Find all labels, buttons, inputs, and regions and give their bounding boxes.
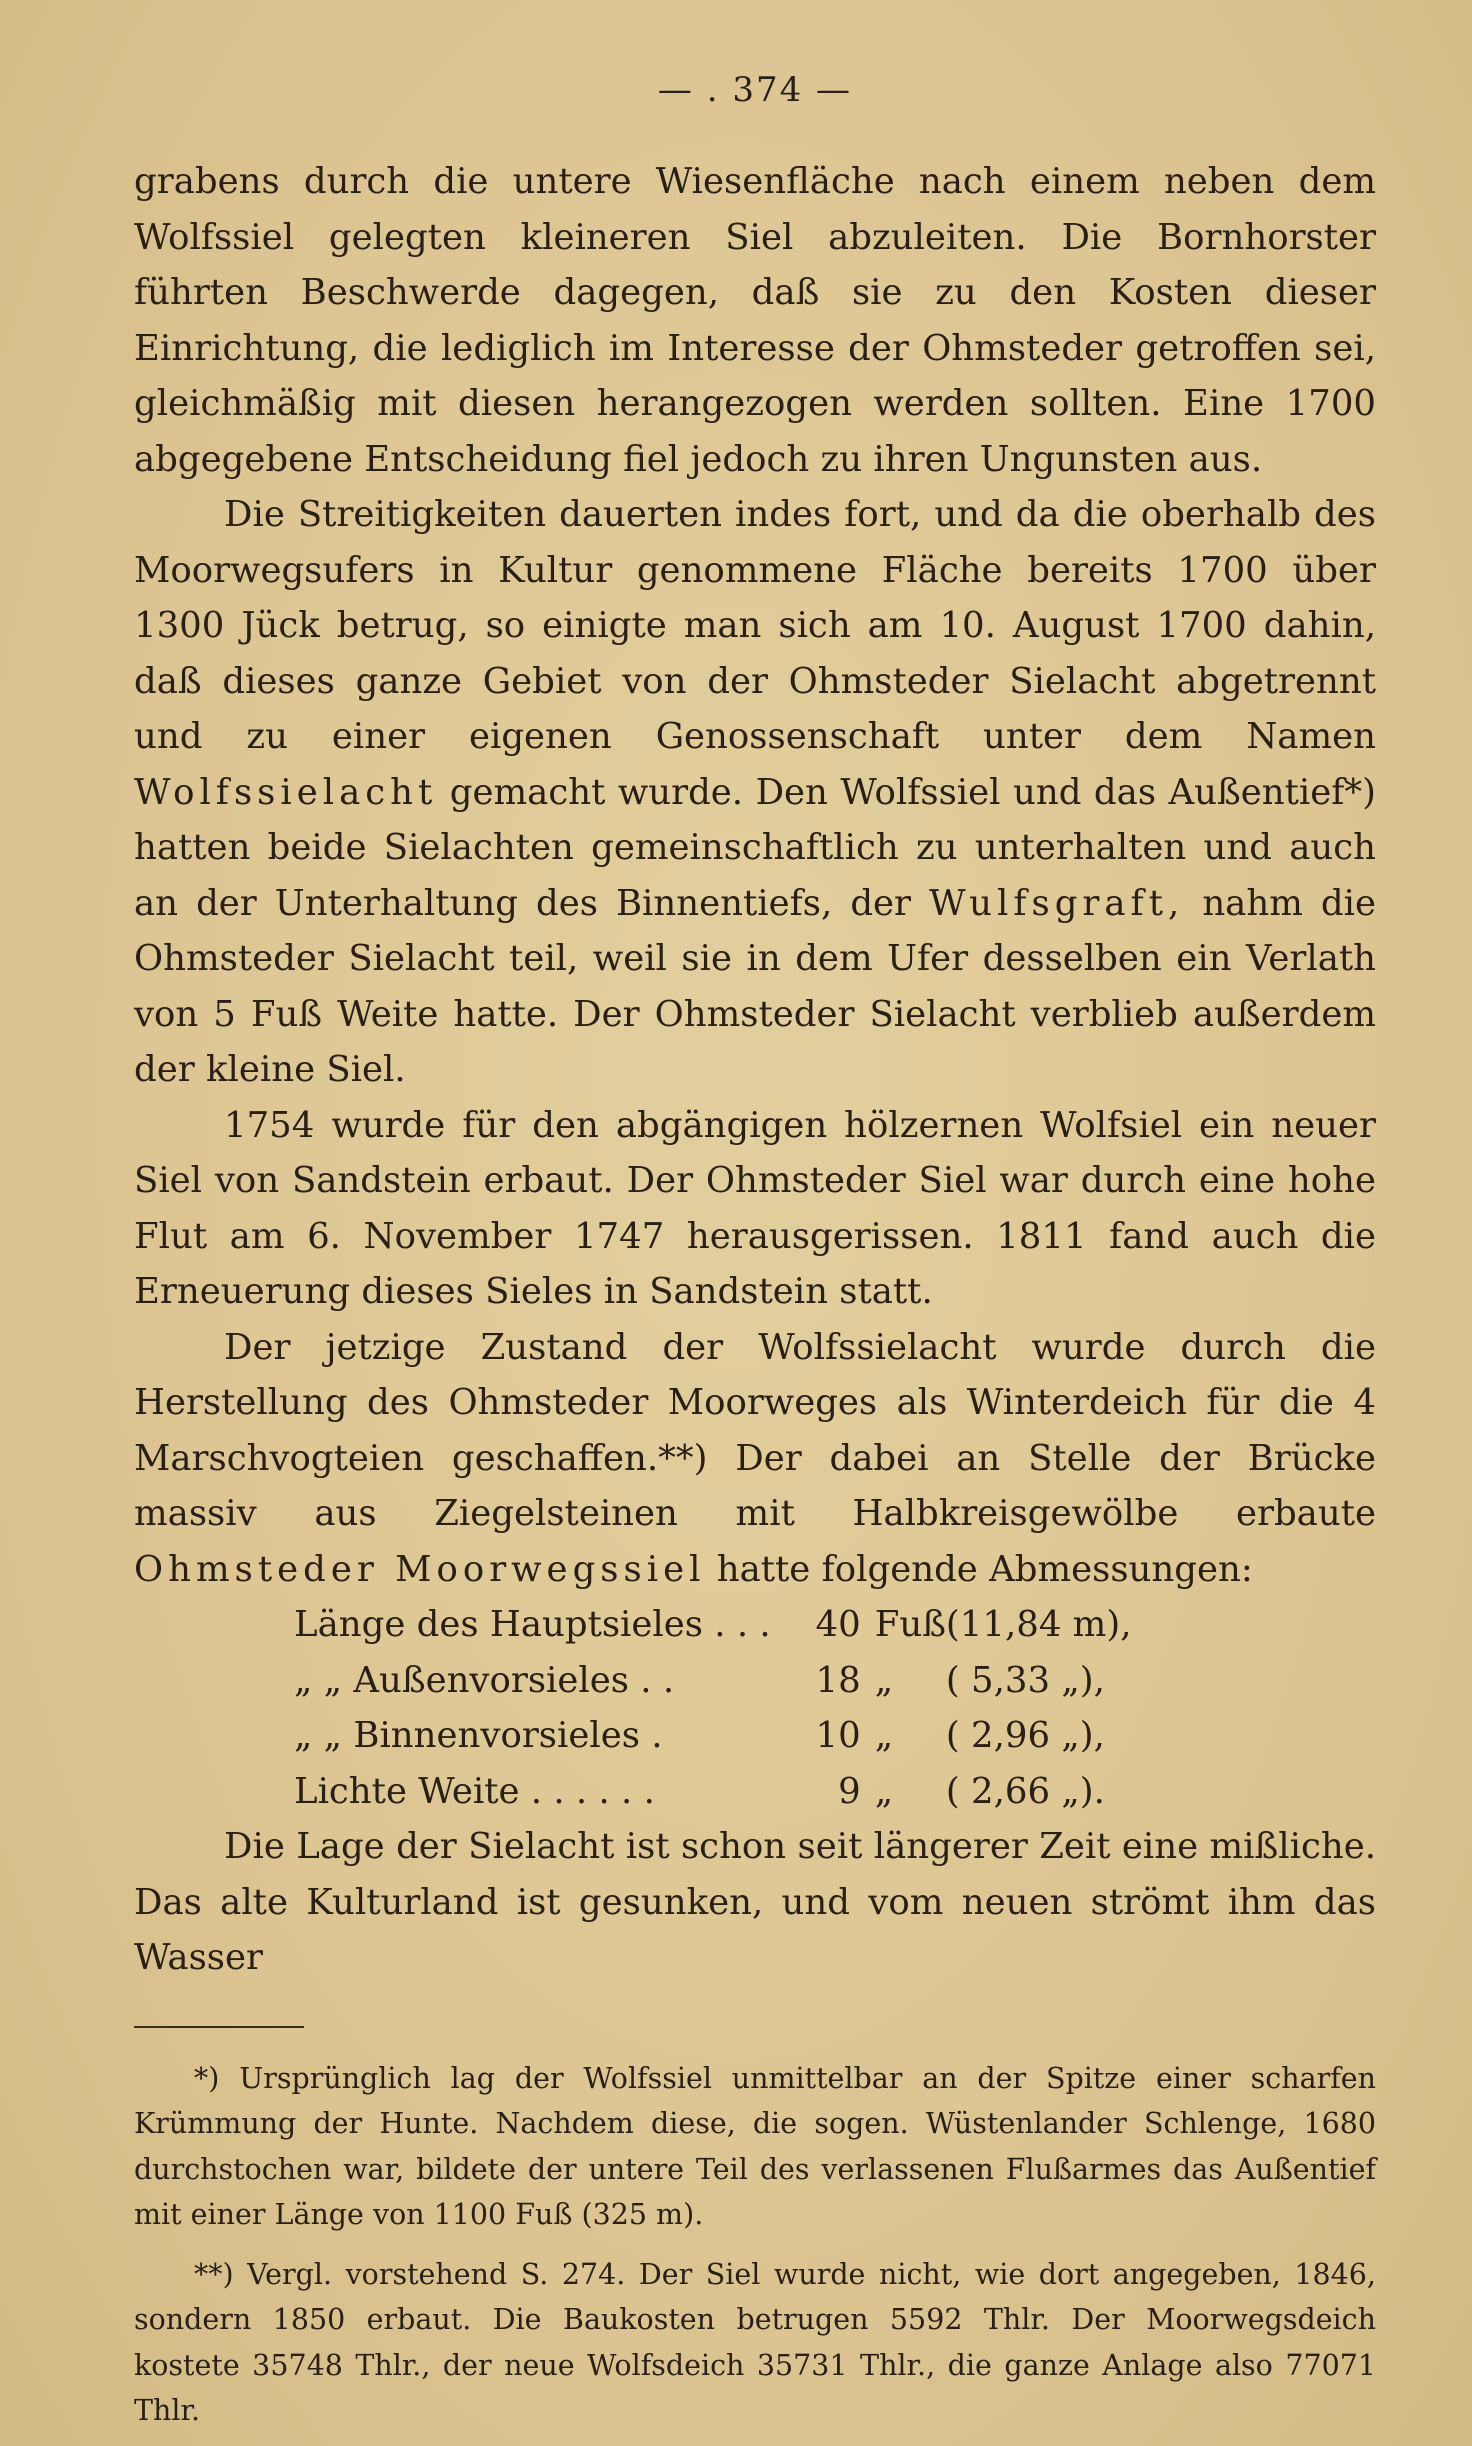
term-wulfsgraft: Wulfsgraft, xyxy=(929,882,1185,924)
footnote-1: *) Ursprünglich lag der Wolfssiel unmittelbar an der Spitze einer scharfen Krümmung der Hunte. Nachdem diese, die sogen. Wüstenlander Schlenge, 1680 durchstochen war, bildete der untere Teil des verlassenen Flußarmes das Außentief mit einer Länge von 1100 Fuß (325 m). xyxy=(134,2061,1376,2231)
table-row xyxy=(294,1708,1294,1764)
term-moorwegssiel: Ohmsteder Moorwegssiel xyxy=(134,1548,706,1590)
dimension-unit: „ xyxy=(874,1715,894,1756)
dimension-unit: Fuß xyxy=(874,1604,946,1645)
dimensions-table xyxy=(294,1597,1294,1819)
paragraph-2-part-c: gemacht wurde. Den Wolfssiel und das Außentief*) hatten beide Sielachten gemeinschaftlich zu unterhalten und auch an der Unterhaltung des Binnentiefs, der xyxy=(134,771,1376,924)
footnotes xyxy=(134,2056,1376,2434)
dimension-metric: (11,84 m), xyxy=(945,1604,1132,1645)
body-text xyxy=(134,154,1376,1986)
paragraph-4 xyxy=(134,1320,1376,1598)
dimension-metric: ( 2,96 „), xyxy=(945,1715,1105,1756)
dimension-label: Lichte Weite . . . . . . xyxy=(294,1770,655,1812)
dimension-value: 9 xyxy=(838,1770,861,1812)
dimension-metric: ( 2,66 „). xyxy=(945,1770,1105,1812)
term-wolfssielacht: Wolfssielacht xyxy=(134,771,438,813)
table-row xyxy=(294,1764,1294,1820)
dimension-value: 40 xyxy=(815,1604,861,1645)
dimension-value: 10 xyxy=(815,1715,861,1756)
footnote-divider xyxy=(134,2026,304,2028)
dimension-label: „ „ Außenvorsieles . . xyxy=(294,1659,675,1701)
paragraph-3: 1754 wurde für den abgängigen hölzernen Wolfsiel ein neuer Siel von Sandstein erbaut. Der Ohmsteder Siel war durch eine hohe Flut am 6. November 1747 herausgerissen. 1811 fand auch die Erneuerung dieses Sieles in Sandstein statt. xyxy=(134,1104,1376,1312)
paragraph-5: Die Lage der Sielacht ist schon seit längerer Zeit eine mißliche. Das alte Kulturland ist gesunken, und vom neuen strömt ihm das Wasser xyxy=(134,1826,1376,1978)
paragraph-2-part-e: nahm die Ohmsteder Sielacht teil, weil sie in dem Ufer desselben ein Verlath von 5 Fuß Weite hatte. Der Ohmsteder Sielacht verblieb außerdem der kleine Siel. xyxy=(134,882,1376,1090)
footnote-2: **) Vergl. vorstehend S. 274. Der Siel wurde nicht, wie dort angegeben, 1846, sondern 1850 erbaut. Die Baukosten betrugen 5592 Thlr. Der Moorwegsdeich kostete 35748 Thlr., der neue Wolfsdeich 35731 Thlr., die ganze Anlage also 77071 Thlr. xyxy=(134,2257,1376,2427)
paragraph-2-part-a: Die Streitigkeiten dauerten indes fort, und da die oberhalb des Moorwegsufers in Kultur genommene Fläche bereits 1700 über 1300 Jück betrug, so einigte man sich am 10. August 1700 dahin, daß dieses ganze Gebiet von der Ohmsteder Sielacht abgetrennt und zu einer eigenen Genossenschaft unter dem Namen xyxy=(134,494,1376,757)
paragraph-1: grabens durch die untere Wiesenfläche nach einem neben dem Wolfssiel gelegten kleineren Siel abzuleiten. Die Bornhorster führten Beschwerde dagegen, daß sie zu den Kosten dieser Einrichtung, die lediglich im Interesse der Ohmsteder getroffen sei, gleichmäßig mit diesen herangezogen werden sollten. Eine 1700 abgegebene Entscheidung fiel jedoch zu ihren Ungunsten aus. xyxy=(134,161,1376,480)
dimension-value: 18 xyxy=(815,1659,861,1701)
dimension-label: Länge des Hauptsieles . . . xyxy=(294,1604,771,1645)
dimension-metric: ( 5,33 „), xyxy=(945,1659,1105,1701)
dimension-unit: „ xyxy=(874,1659,894,1701)
table-row xyxy=(294,1597,1294,1653)
dimension-unit: „ xyxy=(874,1770,894,1812)
paragraph-2 xyxy=(134,487,1376,1098)
page-number: — . 374 — xyxy=(657,70,853,110)
paragraph-4-part-a: Der jetzige Zustand der Wolfssielacht wurde durch die Herstellung des Ohmsteder Moorweges als Winterdeich für die 4 Marschvogteien geschaffen.**) Der dabei an Stelle der Brücke massiv aus Ziegelsteinen mit Halbkreisgewölbe erbaute xyxy=(134,1326,1376,1534)
paragraph-4-part-c: hatte folgende Abmessungen: xyxy=(716,1548,1253,1590)
table-row xyxy=(294,1653,1294,1709)
dimension-label: „ „ Binnenvorsieles . xyxy=(294,1715,663,1756)
